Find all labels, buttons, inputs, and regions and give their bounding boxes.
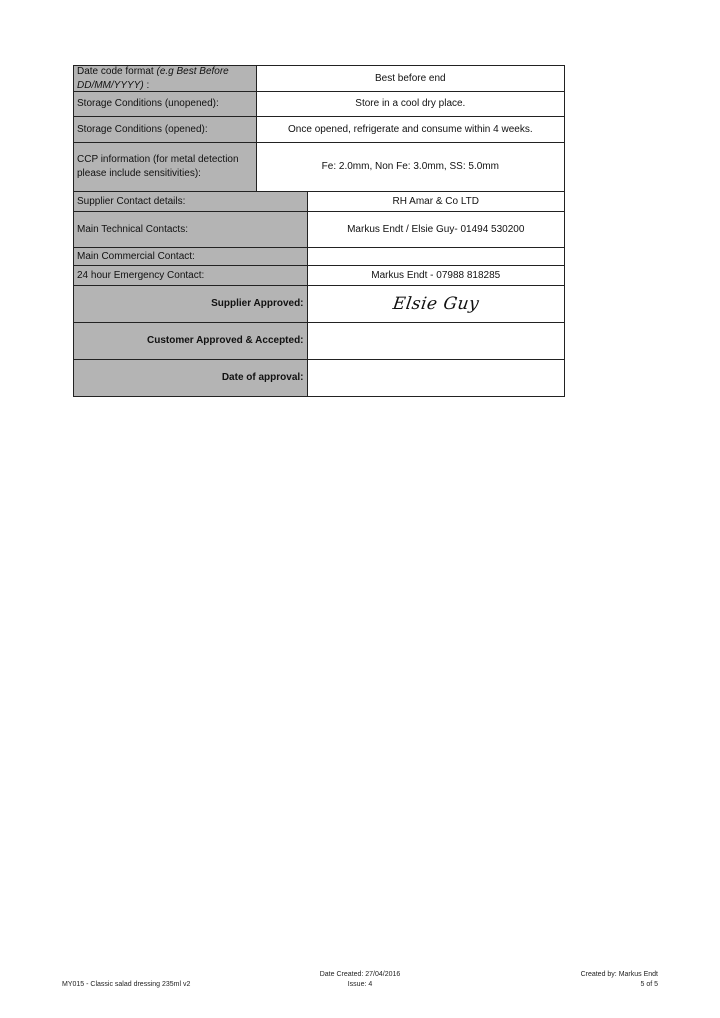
ccp-info-label: CCP information (for metal detection please include sensitivities):	[74, 143, 257, 192]
emergency-contact-label: 24 hour Emergency Contact:	[74, 266, 308, 286]
customer-approved-value	[308, 323, 565, 360]
date-created: Date Created: 27/04/2016	[319, 971, 401, 978]
spec-table	[73, 65, 565, 397]
table-row	[73, 323, 565, 360]
date-code-format-label: Date code format (e.g Best Before DD/MM/YYYY) :	[74, 65, 257, 92]
customer-approved-label: Customer Approved & Accepted:	[74, 323, 308, 360]
footer-left: MY015 - Classic salad dressing 235ml v2	[62, 981, 191, 988]
table-row	[73, 266, 565, 286]
table-row	[73, 65, 565, 92]
table-row	[73, 360, 565, 397]
storage-opened-value: Once opened, refrigerate and consume within 4 weeks.	[257, 117, 565, 143]
footer-right	[540, 970, 658, 990]
commercial-contact-value	[308, 248, 565, 266]
footer-center	[300, 970, 420, 990]
date-of-approval-label: Date of approval:	[74, 360, 308, 397]
table-row	[73, 92, 565, 117]
created-by: Created by: Markus Endt	[580, 971, 658, 978]
table-row	[73, 286, 565, 323]
storage-opened-label: Storage Conditions (opened):	[74, 117, 257, 143]
technical-contacts-value: Markus Endt / Elsie Guy- 01494 530200	[308, 212, 565, 248]
table-row	[73, 248, 565, 266]
signature-text: Elsie Guy	[391, 294, 481, 314]
table-row	[73, 212, 565, 248]
supplier-contact-value: RH Amar & Co LTD	[308, 192, 565, 212]
table-row	[73, 117, 565, 143]
issue-number: Issue: 4	[347, 981, 373, 988]
date-of-approval-value	[308, 360, 565, 397]
page-number: 5 of 5	[640, 981, 658, 988]
table-row	[73, 192, 565, 212]
supplier-signature	[308, 286, 565, 323]
storage-unopened-label: Storage Conditions (unopened):	[74, 92, 257, 117]
supplier-contact-label: Supplier Contact details:	[74, 192, 308, 212]
date-code-format-value: Best before end	[257, 65, 565, 92]
table-row	[73, 143, 565, 192]
technical-contacts-label: Main Technical Contacts:	[74, 212, 308, 248]
ccp-info-value: Fe: 2.0mm, Non Fe: 3.0mm, SS: 5.0mm	[257, 143, 565, 192]
emergency-contact-value: Markus Endt - 07988 818285	[308, 266, 565, 286]
supplier-approved-label: Supplier Approved:	[74, 286, 308, 323]
commercial-contact-label: Main Commercial Contact:	[74, 248, 308, 266]
storage-unopened-value: Store in a cool dry place.	[257, 92, 565, 117]
